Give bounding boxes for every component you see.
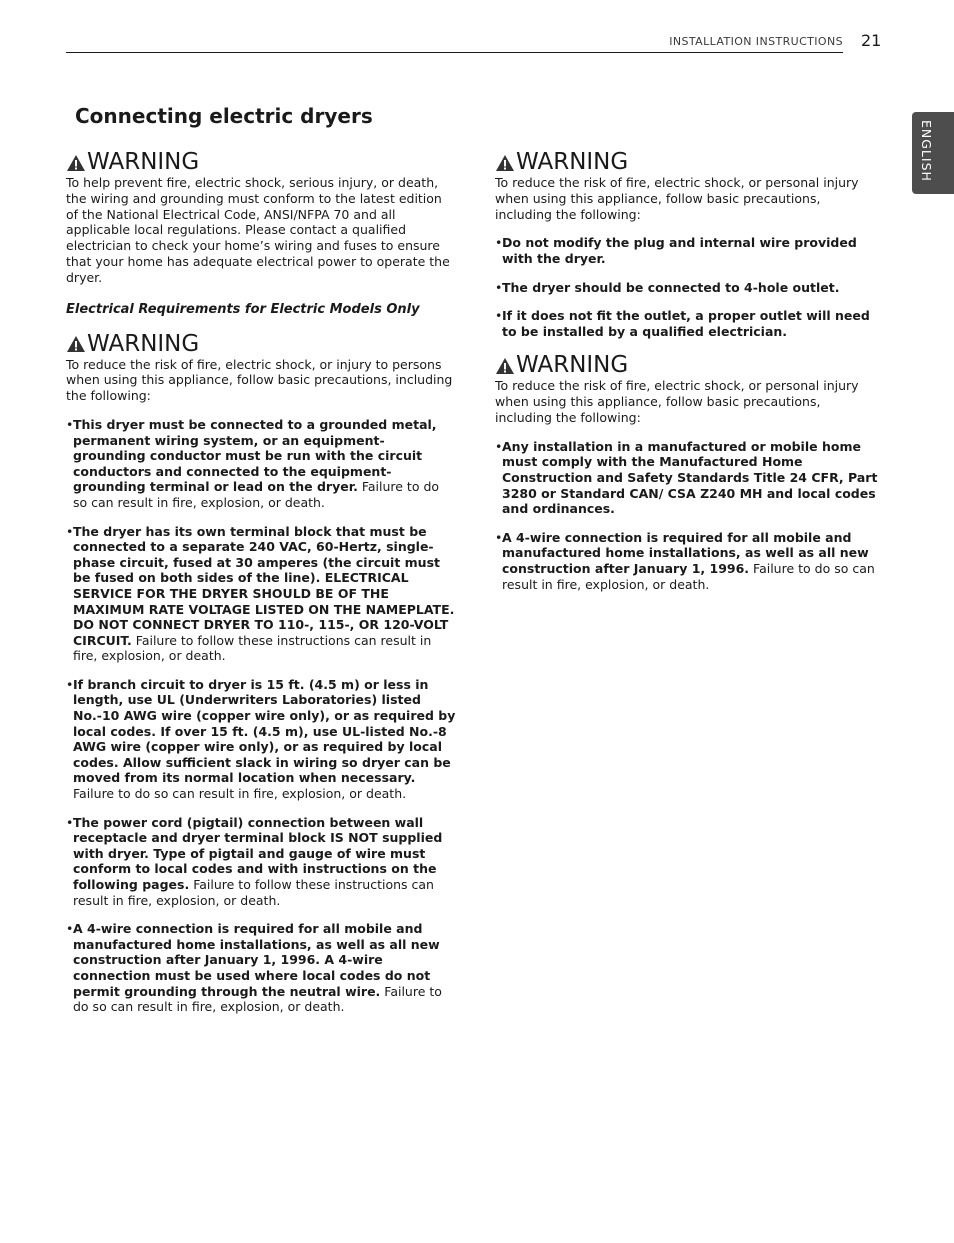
language-tab — [912, 112, 954, 194]
warning-triangle-icon — [66, 154, 86, 172]
warning-heading — [495, 150, 880, 175]
intro-paragraph: To help prevent fire, electric shock, serious injury, or death, the wiring and grounding must conform to the latest edition of the National Electrical Code, ANSI/NFPA 70 and all applicable local regulations. Please contact a qualified electrician to check your home’s wiring and fuses to ensure that your home has adequate electrical power to operate the dryer. — [66, 175, 450, 285]
list-item: • The dryer has its own terminal block that must be connected to a separate 240 VAC, 60-Hertz, single-phase circuit, fused at 30 amperes (the circuit must be fused on both sides of the line). ELECTRICAL SERVICE FOR THE DRYER SHOULD BE OF THE MAXIMUM RATE VOLTAGE LISTED ON THE NAMEPLATE. DO NOT CONNECT DRYER TO 110-, 115-, OR 120-VOLT CIRCUIT. Failure to follow these instructions can result in fire, explosion, or death. — [66, 524, 456, 664]
list-item: • Any installation in a manufactured or mobile home must comply with the Manufactured Home Construction and Safety Standards Title 24 CFR, Part 3280 or Standard CAN/ CSA Z240 MH and local codes and ordinances. — [495, 439, 880, 517]
electrical-requirements-heading: Electrical Requirements for Electric Models Only — [66, 301, 420, 317]
warning-intro-paragraph: To reduce the risk of fire, electric shock, or personal injury when using this appliance, follow basic precautions, including the following: — [495, 175, 859, 222]
warning-label: WARNING — [87, 149, 200, 175]
header-rule — [66, 52, 843, 53]
plug-precautions-list — [495, 235, 880, 339]
warning-heading — [495, 353, 880, 378]
warning-label: WARNING — [87, 330, 200, 357]
warning-heading — [66, 150, 456, 175]
warning-intro-paragraph: To reduce the risk of fire, electric shock, or injury to persons when using this appliance, follow basic precautions, including the following: — [66, 356, 453, 404]
list-item: • The power cord (pigtail) connection between wall receptacle and dryer terminal block IS NOT supplied with dryer. Type of pigtail and gauge of wire must conform to local codes and with instructions on the following pages. Failure to follow these instructions can result in fire, explosion, or death. — [66, 815, 456, 909]
list-item: • This dryer must be connected to a grounded metal, permanent wiring system, or an equipment-grounding conductor must be run with the circuit conductors and connected to the equipment-grounding terminal or lead on the dryer. Failure to do so can result in fire, explosion, or death. — [66, 417, 456, 511]
list-item: • A 4-wire connection is required for all mobile and manufactured home installations, as well as all new construction after January 1, 1996. Failure to do so can result in fire, explosion, or death. — [495, 530, 880, 592]
page-number: 21 — [861, 31, 882, 50]
section-title: Connecting electric dryers — [75, 104, 373, 128]
warning-label: WARNING — [516, 149, 629, 175]
list-item: • A 4-wire connection is required for all mobile and manufactured home installations, as well as all new construction after January 1, 1996. A 4-wire connection must be used where local codes do not permit grounding through the neutral wire. Failure to do so can result in fire, explosion, or death. — [66, 921, 456, 1015]
list-item: • The dryer should be connected to 4-hole outlet. — [495, 280, 880, 296]
list-item: • If branch circuit to dryer is 15 ft. (4.5 m) or less in length, use UL (Underwriters Laboratories) listed No.-10 AWG wire (copper wire only), or as required by local codes. If over 15 ft. (4.5 m), use UL-listed No.-8 AWG wire (copper wire only), or as required by local codes. Allow sufficient slack in wiring so dryer can be moved from its normal location when necessary. Failure to do so can result in fire, explosion, or death. — [66, 677, 456, 802]
mobile-home-list — [495, 439, 880, 592]
warning-triangle-icon — [495, 154, 515, 172]
warning-triangle-icon — [495, 357, 515, 375]
list-item: • Do not modify the plug and internal wire provided with the dryer. — [495, 235, 880, 266]
requirements-list — [66, 417, 456, 1015]
warning-heading — [66, 332, 456, 357]
warning-triangle-icon — [66, 335, 86, 353]
right-column — [495, 150, 880, 592]
language-tab-label: ENGLISH — [919, 120, 934, 182]
list-item: • If it does not fit the outlet, a proper outlet will need to be installed by a qualified electrician. — [495, 308, 880, 339]
left-column — [66, 150, 456, 1015]
warning-label: WARNING — [516, 352, 629, 379]
warning-intro-paragraph: To reduce the risk of fire, electric shock, or personal injury when using this appliance, follow basic precautions, including the following: — [495, 378, 859, 425]
running-head: INSTALLATION INSTRUCTIONS — [669, 35, 843, 48]
